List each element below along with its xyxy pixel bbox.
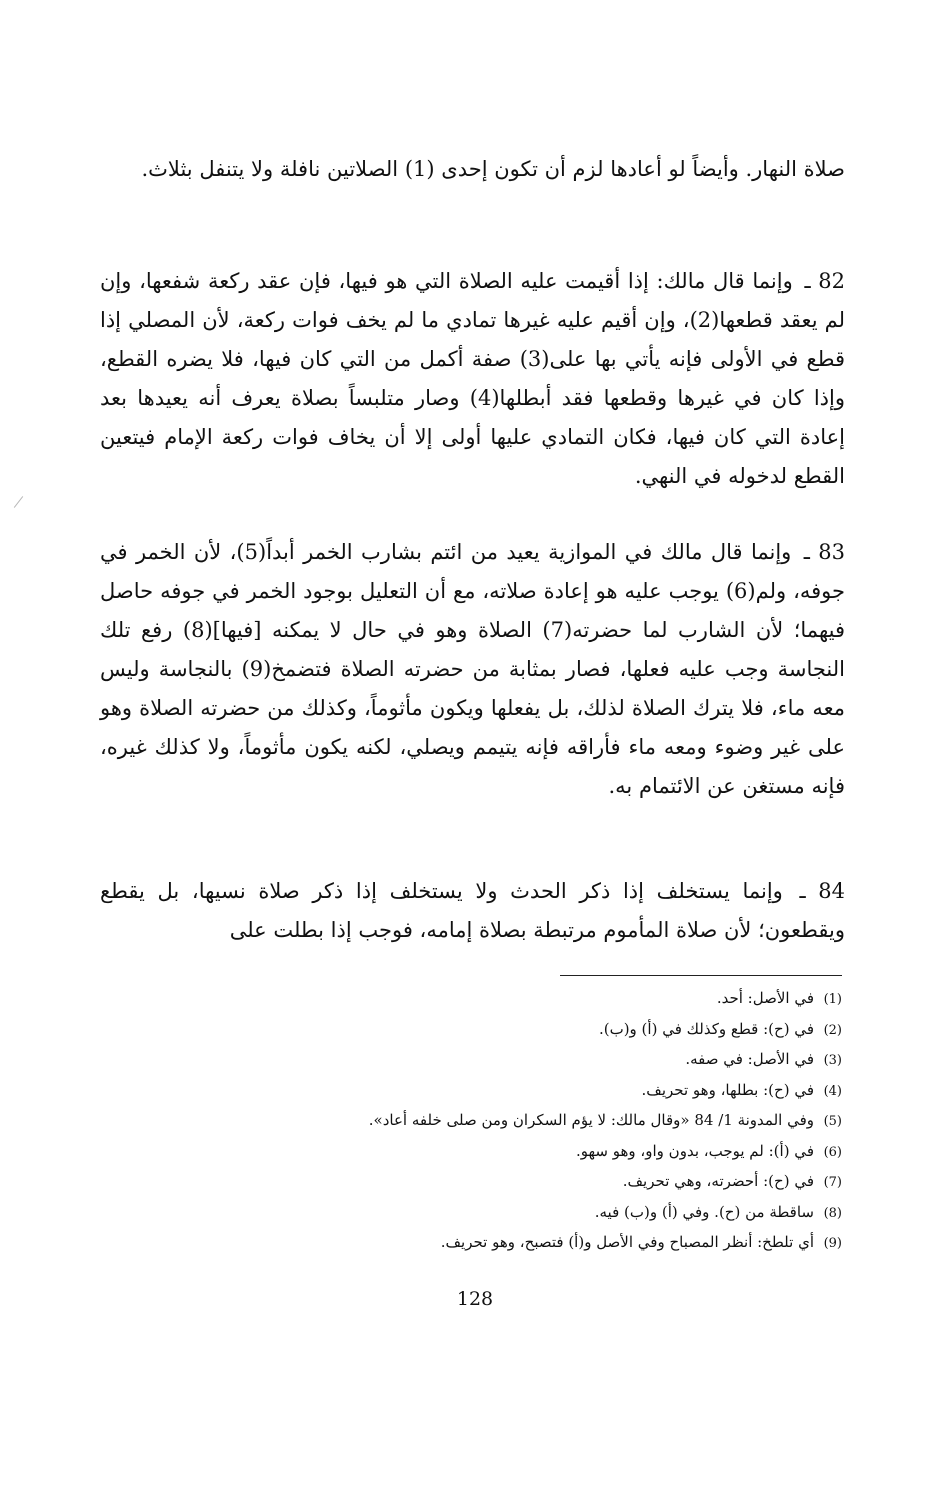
footnote-number: (2): [823, 1022, 842, 1038]
footnote-number: (4): [823, 1083, 842, 1099]
footnote-number: (8): [823, 1205, 842, 1221]
paragraph-82: [100, 262, 845, 496]
paragraph-83: [100, 533, 845, 806]
paragraph-number: 83 ـ: [803, 540, 846, 564]
stray-pen-mark: [14, 496, 23, 508]
footnote-1: [202, 984, 842, 1015]
footnote-3: [202, 1045, 842, 1076]
footnote-9: [202, 1228, 842, 1259]
footnote-number: (1): [823, 992, 842, 1007]
footnote-text: ساقطة من (ح). وفي (أ) و(ب) فيه.: [594, 1202, 814, 1221]
footnote-number: (7): [823, 1175, 842, 1190]
paragraph-text: وإنما قال مالك: إذا أقيمت عليه الصلاة التي هو فيها، فإن عقد ركعة شفعها، وإن لم يعقد قطعها(2)، وإن أقيم عليه غيرها تمادي ما لم يخف فوات ركعة، لأن المصلي إذا قطع في الأولى فإنه يأتي بها على(3) صفة أكمل من التي كان فيها، فلا يضره القطع، وإذا كان في غيرها وقطعها فقد أبطلها(4) وصار متلبساً بصلاة يعرف أنه يعيدها بعد إعادة التي كان فيها، فكان التمادي عليها أولى إلا أن يخاف فوات ركعة الإمام فيتعين القطع لدخوله في النهي.: [100, 269, 846, 488]
footnote-5: [202, 1106, 842, 1137]
intro-paragraph: [100, 150, 845, 189]
page-number: 128: [456, 1288, 494, 1310]
footnote-number: (3): [823, 1053, 842, 1068]
footnote-4: [202, 1076, 842, 1107]
footnotes: [202, 984, 842, 1259]
paragraph-number: 84 ـ: [799, 879, 846, 903]
footnote-7: [202, 1167, 842, 1198]
paragraph-number: 82 ـ: [804, 269, 845, 293]
paragraph-text: وإنما يستخلف إذا ذكر الحدث ولا يستخلف إذا ذكر صلاة نسيها، بل يقطع ويقطعون؛ لأن صلاة المأموم مرتبطة بصلاة إمامه، فوجب إذا بطلت على: [100, 879, 845, 942]
footnote-number: (9): [823, 1236, 842, 1251]
footnote-text: في الأصل: في صفه.: [685, 1050, 814, 1068]
footnote-number: (6): [823, 1144, 842, 1160]
footnote-text: في (ح): قطع وكذلك في (أ) و(ب).: [598, 1019, 814, 1038]
footnote-separator: [560, 975, 842, 976]
footnote-text: في الأصل: أحد.: [716, 989, 814, 1007]
intro-text: صلاة النهار. وأيضاً لو أعادها لزم أن تكون إحدى (1) الصلاتين نافلة ولا يتنفل بثلاث.: [141, 157, 845, 181]
footnote-text: في (ح): أحضرته، وهي تحريف.: [622, 1172, 814, 1190]
footnote-8: [202, 1198, 842, 1229]
paragraph-text: وإنما قال مالك في الموازية يعيد من ائتم بشارب الخمر أبداً(5)، لأن الخمر في جوفه، ولم(6) يوجب عليه هو إعادة صلاته، مع أن التعليل بوجود الخمر في جوفه حاصل فيهما؛ لأن الشارب لما حضرته(7) الصلاة وهو في حال لا يمكنه [فيها](8) رفع تلك النجاسة وجب عليه فعلها، فصار بمثابة من حضرته الصلاة فتضمخ(9) بالنجاسة وليس معه ماء، فلا يترك الصلاة لذلك، بل يفعلها ويكون مأثوماً، وكذلك من حضرته الصلاة وهو على غير وضوء ومعه ماء فأراقه فإنه يتيمم ويصلي، لكنه يكون مأثوماً، ولا كذلك غيره، فإنه مستغن عن الائتمام به.: [100, 540, 846, 798]
footnote-text: في (ح): بطلها، وهو تحريف.: [641, 1080, 814, 1099]
footnote-2: [202, 1015, 842, 1046]
footnote-number: (5): [823, 1114, 842, 1129]
footnote-text: في (أ): لم يوجب، بدون واو، وهو سهو.: [575, 1141, 814, 1160]
paragraph-84: [100, 872, 845, 950]
footnote-text: وفي المدونة 1/ 84 «وقال مالك: لا يؤم السكران ومن صلى خلفه أعاد».: [368, 1111, 814, 1129]
footnote-6: [202, 1137, 842, 1168]
footnote-text: أي تلطخ: أنظر المصباح وفي الأصل و(أ) فتصبح، وهو تحريف.: [440, 1233, 814, 1251]
